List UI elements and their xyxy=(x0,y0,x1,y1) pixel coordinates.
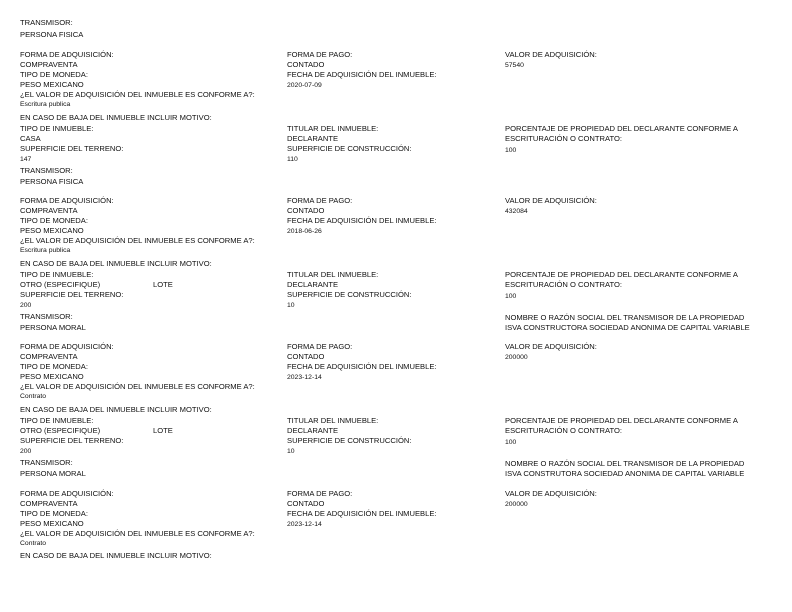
porcentaje-value: 100 xyxy=(505,293,517,300)
forma-adquisicion-label: FORMA DE ADQUISICIÓN: xyxy=(20,489,114,498)
valor-adquisicion-label: VALOR DE ADQUISICIÓN: xyxy=(505,342,597,351)
tipo-moneda-label: TIPO DE MONEDA: xyxy=(20,70,88,79)
fecha-adquisicion-label: FECHA DE ADQUISICIÓN DEL INMUEBLE: xyxy=(287,216,437,225)
superficie-construccion-value: 10 xyxy=(287,302,295,309)
forma-pago-label: FORMA DE PAGO: xyxy=(287,196,353,205)
fecha-adquisicion-value: 2023-12-14 xyxy=(287,521,322,528)
superficie-construccion-value: 10 xyxy=(287,448,295,455)
valor-adquisicion-value: 57540 xyxy=(505,62,524,69)
porcentaje-label: PORCENTAJE DE PROPIEDAD DEL DECLARANTE CONFORME A xyxy=(505,416,738,425)
tipo-moneda-label: TIPO DE MONEDA: xyxy=(20,216,88,225)
valor-conforme-value: Escritura publica xyxy=(20,101,71,108)
baja-motivo-label: EN CASO DE BAJA DEL INMUEBLE INCLUIR MOTIVO: xyxy=(20,405,212,414)
baja-motivo-label: EN CASO DE BAJA DEL INMUEBLE INCLUIR MOTIVO: xyxy=(20,113,212,122)
valor-conforme-label: ¿EL VALOR DE ADQUISICIÓN DEL INMUEBLE ES CONFORME A?: xyxy=(20,382,255,391)
forma-pago-value: CONTADO xyxy=(287,206,325,215)
transmisor-label: TRANSMISOR: xyxy=(20,18,73,27)
forma-adquisicion-label: FORMA DE ADQUISICIÓN: xyxy=(20,196,114,205)
tipo-moneda-value: PESO MEXICANO xyxy=(20,519,84,528)
tipo-moneda-label: TIPO DE MONEDA: xyxy=(20,362,88,371)
fecha-adquisicion-value: 2023-12-14 xyxy=(287,374,322,381)
transmisor-value: PERSONA FISICA xyxy=(20,177,84,186)
porcentaje-label-cont: ESCRITURACIÓN O CONTRATO: xyxy=(505,134,623,143)
superficie-construccion-label: SUPERFICIE DE CONSTRUCCIÓN: xyxy=(287,290,412,299)
titular-value: DECLARANTE xyxy=(287,426,339,435)
porcentaje-label: PORCENTAJE DE PROPIEDAD DEL DECLARANTE CONFORME A xyxy=(505,124,738,133)
razon-social-value: ISVA CONSTRUCTORA SOCIEDAD ANONIMA DE CAPITAL VARIABLE xyxy=(505,323,750,332)
razon-social-label: NOMBRE O RAZÓN SOCIAL DEL TRANSMISOR DE LA PROPIEDAD xyxy=(505,313,745,322)
baja-motivo-label: EN CASO DE BAJA DEL INMUEBLE INCLUIR MOTIVO: xyxy=(20,551,212,560)
porcentaje-value: 100 xyxy=(505,439,517,446)
titular-value: DECLARANTE xyxy=(287,280,339,289)
forma-pago-label: FORMA DE PAGO: xyxy=(287,342,353,351)
tipo-moneda-label: TIPO DE MONEDA: xyxy=(20,509,88,518)
transmisor-label: TRANSMISOR: xyxy=(20,166,73,175)
valor-conforme-value: Contrato xyxy=(20,540,47,547)
transmisor-value: PERSONA FISICA xyxy=(20,30,84,39)
tipo-especifique-value: LOTE xyxy=(153,426,173,435)
tipo-inmueble-value: CASA xyxy=(20,134,41,143)
transmisor-label: TRANSMISOR: xyxy=(20,458,73,467)
valor-adquisicion-label: VALOR DE ADQUISICIÓN: xyxy=(505,489,597,498)
razon-social-label: NOMBRE O RAZÓN SOCIAL DEL TRANSMISOR DE LA PROPIEDAD xyxy=(505,459,745,468)
valor-adquisicion-value: 432084 xyxy=(505,208,528,215)
valor-conforme-value: Contrato xyxy=(20,393,47,400)
valor-adquisicion-value: 200000 xyxy=(505,354,528,361)
superficie-terreno-value: 147 xyxy=(20,156,32,163)
forma-pago-label: FORMA DE PAGO: xyxy=(287,489,353,498)
tipo-inmueble-value: OTRO (ESPECIFIQUE) xyxy=(20,426,101,435)
fecha-adquisicion-label: FECHA DE ADQUISICIÓN DEL INMUEBLE: xyxy=(287,362,437,371)
tipo-inmueble-label: TIPO DE INMUEBLE: xyxy=(20,270,94,279)
transmisor-value: PERSONA MORAL xyxy=(20,469,86,478)
forma-adquisicion-value: COMPRAVENTA xyxy=(20,499,78,508)
titular-label: TITULAR DEL INMUEBLE: xyxy=(287,416,379,425)
porcentaje-value: 100 xyxy=(505,147,517,154)
tipo-especifique-value: LOTE xyxy=(153,280,173,289)
tipo-moneda-value: PESO MEXICANO xyxy=(20,226,84,235)
valor-conforme-label: ¿EL VALOR DE ADQUISICIÓN DEL INMUEBLE ES CONFORME A?: xyxy=(20,529,255,538)
porcentaje-label-cont: ESCRITURACIÓN O CONTRATO: xyxy=(505,280,623,289)
tipo-moneda-value: PESO MEXICANO xyxy=(20,80,84,89)
superficie-terreno-label: SUPERFICIE DEL TERRENO: xyxy=(20,144,124,153)
valor-adquisicion-value: 200000 xyxy=(505,501,528,508)
superficie-terreno-value: 200 xyxy=(20,302,32,309)
fecha-adquisicion-label: FECHA DE ADQUISICIÓN DEL INMUEBLE: xyxy=(287,509,437,518)
fecha-adquisicion-value: 2020-07-09 xyxy=(287,82,322,89)
valor-conforme-label: ¿EL VALOR DE ADQUISICIÓN DEL INMUEBLE ES CONFORME A?: xyxy=(20,236,255,245)
tipo-inmueble-label: TIPO DE INMUEBLE: xyxy=(20,416,94,425)
superficie-construccion-label: SUPERFICIE DE CONSTRUCCIÓN: xyxy=(287,436,412,445)
valor-conforme-value: Escritura publica xyxy=(20,247,71,254)
baja-motivo-label: EN CASO DE BAJA DEL INMUEBLE INCLUIR MOTIVO: xyxy=(20,259,212,268)
titular-value: DECLARANTE xyxy=(287,134,339,143)
superficie-construccion-label: SUPERFICIE DE CONSTRUCCIÓN: xyxy=(287,144,412,153)
transmisor-value: PERSONA MORAL xyxy=(20,323,86,332)
superficie-terreno-label: SUPERFICIE DEL TERRENO: xyxy=(20,290,124,299)
tipo-inmueble-label: TIPO DE INMUEBLE: xyxy=(20,124,94,133)
valor-conforme-label: ¿EL VALOR DE ADQUISICIÓN DEL INMUEBLE ES CONFORME A?: xyxy=(20,90,255,99)
tipo-moneda-value: PESO MEXICANO xyxy=(20,372,84,381)
forma-adquisicion-label: FORMA DE ADQUISICIÓN: xyxy=(20,50,114,59)
forma-pago-value: CONTADO xyxy=(287,60,325,69)
tipo-inmueble-value: OTRO (ESPECIFIQUE) xyxy=(20,280,101,289)
superficie-terreno-label: SUPERFICIE DEL TERRENO: xyxy=(20,436,124,445)
porcentaje-label: PORCENTAJE DE PROPIEDAD DEL DECLARANTE CONFORME A xyxy=(505,270,738,279)
titular-label: TITULAR DEL INMUEBLE: xyxy=(287,124,379,133)
porcentaje-label-cont: ESCRITURACIÓN O CONTRATO: xyxy=(505,426,623,435)
forma-adquisicion-value: COMPRAVENTA xyxy=(20,60,78,69)
transmisor-label: TRANSMISOR: xyxy=(20,312,73,321)
fecha-adquisicion-value: 2018-06-26 xyxy=(287,228,322,235)
superficie-construccion-value: 110 xyxy=(287,156,298,163)
forma-pago-label: FORMA DE PAGO: xyxy=(287,50,353,59)
fecha-adquisicion-label: FECHA DE ADQUISICIÓN DEL INMUEBLE: xyxy=(287,70,437,79)
titular-label: TITULAR DEL INMUEBLE: xyxy=(287,270,379,279)
forma-pago-value: CONTADO xyxy=(287,352,325,361)
valor-adquisicion-label: VALOR DE ADQUISICIÓN: xyxy=(505,50,597,59)
razon-social-value: ISVA CONSTRUTORA SOCIEDAD ANONIMA DE CAPITAL VARIABLE xyxy=(505,469,745,478)
forma-adquisicion-value: COMPRAVENTA xyxy=(20,206,78,215)
valor-adquisicion-label: VALOR DE ADQUISICIÓN: xyxy=(505,196,597,205)
forma-pago-value: CONTADO xyxy=(287,499,325,508)
forma-adquisicion-label: FORMA DE ADQUISICIÓN: xyxy=(20,342,114,351)
forma-adquisicion-value: COMPRAVENTA xyxy=(20,352,78,361)
superficie-terreno-value: 200 xyxy=(20,448,32,455)
